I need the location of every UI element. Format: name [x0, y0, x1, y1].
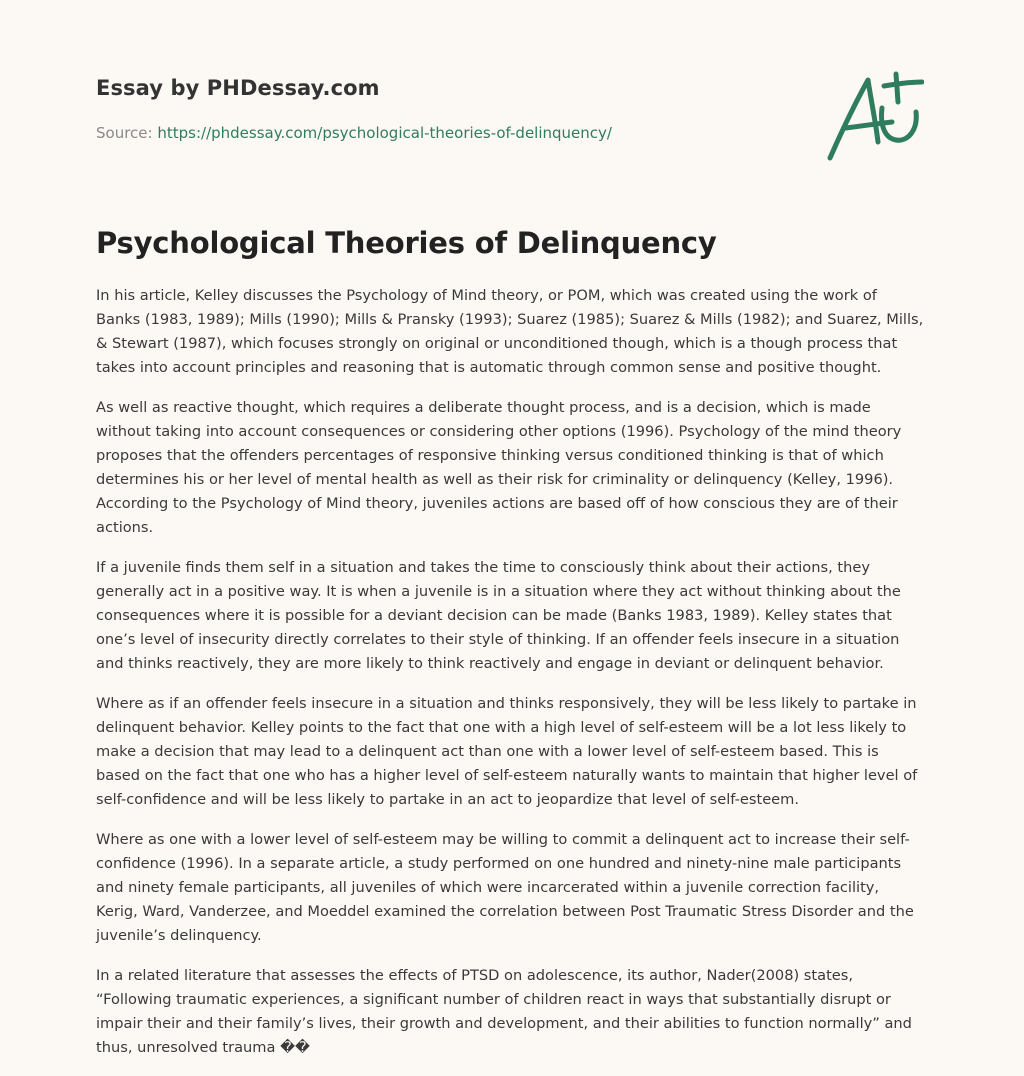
header [96, 0, 924, 190]
page [96, 0, 924, 1056]
site-brand: Essay by PHDessay.com [96, 76, 380, 100]
article-body [96, 284, 924, 1076]
paragraph: If a juvenile finds them self in a situation and takes the time to consciously think about their actions, they generally act in a positive way. It is when a juvenile is in a situation where they act without thinking about the consequences where it is possible for a deviant decision can be made (Banks 1983, 1989). Kelley states that one’s level of insecurity directly correlates to their style of thinking. If an offender feels insecure in a situation and thinks reactively, they are more likely to think reactively and engage in deviant or delinquent behavior. [96, 559, 901, 672]
paragraph: In a related literature that assesses the effects of PTSD on adolescence, its author, Nader(2008) states, “Following traumatic experiences, a significant number of children react in ways that substantially disrupt or impair their and their family’s lives, their growth and development, and their abilities to function normally” and thus, unresolved trauma �� [96, 967, 912, 1056]
source-link[interactable]: https://phdessay.com/psychological-theories-of-delinquency/ [157, 124, 612, 142]
source-line [96, 124, 612, 142]
paragraph: Where as if an offender feels insecure in a situation and thinks responsively, they will be less likely to partake in delinquent behavior. Kelley points to the fact that one with a high level of self-esteem will be a lot less likely to make a decision that may lead to a delinquent act than one with a lower level of self-esteem based. This is based on the fact that one who has a higher level of self-esteem naturally wants to maintain that higher level of self-confidence and will be less likely to partake in an act to jeopardize that level of self-esteem. [96, 695, 918, 808]
paragraph: In his article, Kelley discusses the Psychology of Mind theory, or POM, which was created using the work of Banks (1983, 1989); Mills (1990); Mills & Pransky (1993); Suarez (1985); Suarez & Mills (1982); and Suarez, Mills, & Stewart (1987), which focuses strongly on original or unconditioned though, which is a though process that takes into account principles and reasoning that is automatic through common sense and positive thought. [96, 287, 924, 376]
article-title: Psychological Theories of Delinquency [96, 226, 717, 260]
a-plus-logo-icon [824, 68, 924, 164]
paragraph: As well as reactive thought, which requires a deliberate thought process, and is a decision, which is made without taking into account consequences or considering other options (1996). Psychology of the mind theory proposes that the offenders percentages of responsive thinking versus conditioned thinking is that of which determines his or her level of mental health as well as their risk for criminality or delinquency (Kelley, 1996). According to the Psychology of Mind theory, juveniles actions are based off of how conscious they are of their actions. [96, 399, 902, 536]
source-label: Source: [96, 124, 153, 142]
paragraph: Where as one with a lower level of self-esteem may be willing to commit a delinquent act to increase their self-confidence (1996). In a separate article, a study performed on one hundred and ninety-nine male participants and ninety female participants, all juveniles of which were incarcerated within a juvenile correction facility, Kerig, Ward, Vanderzee, and Moeddel examined the correlation between Post Traumatic Stress Disorder and the juvenile’s delinquency. [96, 831, 914, 944]
